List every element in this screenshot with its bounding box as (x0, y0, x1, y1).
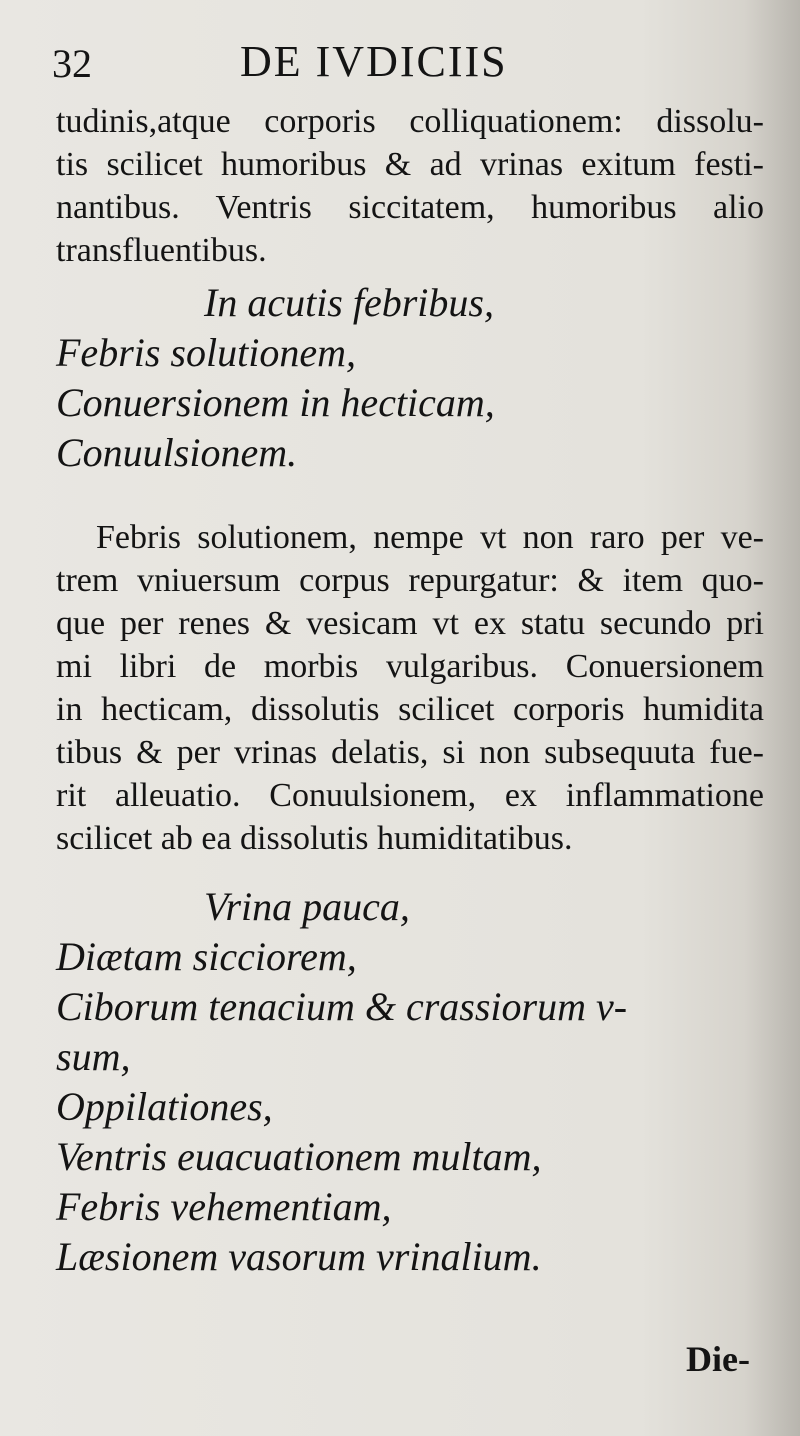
text-line: in hecticam, dissolutis scilicet corporis humidita (56, 691, 764, 728)
page-header (52, 36, 612, 92)
text-line: scilicet ab ea dissolutis humiditatibus. (56, 820, 573, 857)
rubric-item: Ciborum tenacium & crassiorum v- (56, 984, 628, 1029)
rubric-list-2 (56, 882, 764, 1282)
text-line: tudinis,atque corporis colliquationem: dissolu- (56, 103, 764, 140)
rubric-item: Febris solutionem, (56, 330, 356, 375)
text-line: trem vniuersum corpus repurgatur: & item quo- (56, 562, 764, 599)
rubric-item: Diætam sicciorem, (56, 934, 357, 979)
rubric-item: Ventris euacuationem multam, (56, 1134, 542, 1179)
text-line: transfluentibus. (56, 232, 267, 269)
rubric-list-1 (56, 278, 764, 478)
rubric-item: Febris vehementiam, (56, 1184, 392, 1229)
rubric-item: Conuulsionem. (56, 430, 298, 475)
page-number: 32 (52, 41, 92, 86)
text-line: tis scilicet humoribus & ad vrinas exitum festi- (56, 146, 764, 183)
text-line: Febris solutionem, nempe vt non raro per ve- (96, 519, 764, 556)
rubric-item: Oppilationes, (56, 1084, 273, 1129)
text-line: nantibus. Ventris siccitatem, humoribus alio (56, 189, 764, 226)
rubric-item: Conuersionem in hecticam, (56, 380, 495, 425)
text-line: que per renes & vesicam vt ex statu secundo pri (56, 605, 764, 642)
paragraph-2 (56, 516, 764, 860)
text-line: tibus & per vrinas delatis, si non subsequuta fue- (56, 734, 764, 771)
rubric-heading: In acutis febribus, (204, 280, 494, 325)
paragraph-1 (56, 100, 764, 272)
catchword: Die- (686, 1339, 750, 1379)
rubric-heading: Vrina pauca, (204, 884, 410, 929)
text-line: mi libri de morbis vulgaribus. Conuersionem (56, 648, 764, 685)
rubric-item: Læsionem vasorum vrinalium. (56, 1234, 542, 1279)
running-head: DE IVDICIIS (240, 37, 508, 86)
rubric-item: sum, (56, 1034, 131, 1079)
text-line: rit alleuatio. Conuulsionem, ex inflammatione (56, 777, 764, 814)
